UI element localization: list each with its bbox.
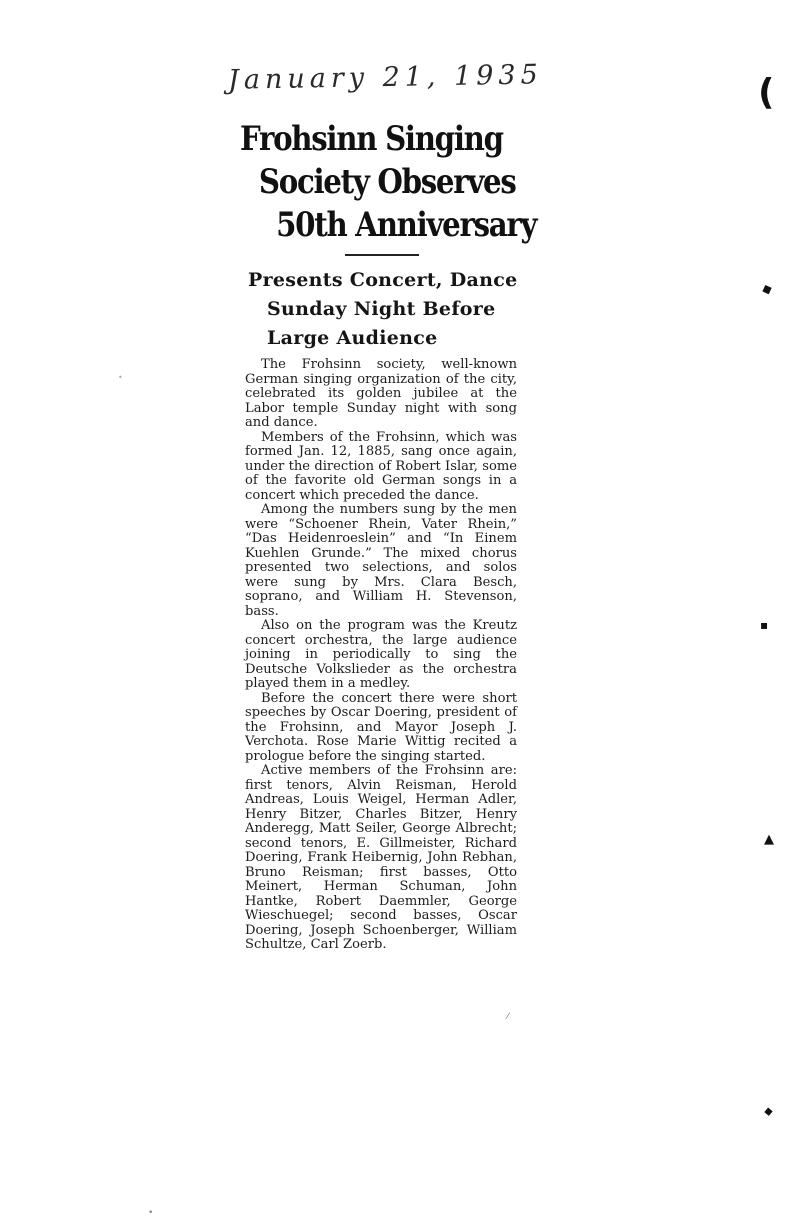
article-paragraph: Among the numbers sung by the men were “Schoener Rhein, Vater Rhein,” “Das Heidenroeslein” and “In Einem Kuehlen Grunde.” The mixed chorus presented two selections, and solos were sung by Mrs. Clara Besch, soprano, and William H. Stevenson, bass. [245, 502, 517, 619]
headline [240, 118, 537, 247]
headline-divider [345, 254, 419, 256]
scan-speck-mark: ▲ [764, 832, 774, 847]
scan-speck-mark: ◆ [759, 280, 775, 299]
scan-speck-mark: ▪ [760, 618, 769, 632]
subheadline-line-3: Large Audience [267, 327, 438, 349]
subheadline-line-1: Presents Concert, Dance [248, 269, 518, 291]
scan-speck-mark: • [148, 1208, 154, 1218]
headline-line-2: Society Observes [258, 162, 516, 202]
article-paragraph: Members of the Frohsinn, which was formed Jan. 12, 1885, sang once again, under the direction of Robert Islar, some of the favorite old German songs in a concert which preceded the dance. [245, 429, 517, 503]
scan-speck-mark: ⁄ [507, 1012, 509, 1022]
margin-paren-mark: ( [758, 72, 775, 113]
article-paragraph: Active members of the Frohsinn are: first tenors, Alvin Reisman, Herold Andreas, Louis Weigel, Herman Adler, Henry Bitzer, Charles Bitzer, Henry Anderegg, Matt Seiler, George Albrecht; second tenors, E. Gillmeister, Richard Doering, Frank Heibernig, John Rebhan, Bruno Reisman; first basses, Otto Meinert, Herman Schuman, John Hantke, Robert Daemmler, George Wieschuegel; second basses, Oscar Doering, Joseph Schoenberger, William Schultze, Carl Zoerb. [245, 763, 517, 952]
article-paragraph: Also on the program was the Kreutz concert orchestra, the large audience joining in periodically to sing the Deutsche Volkslieder as the orchestra played them in a medley. [245, 618, 517, 691]
headline-line-3: 50th Anniversary [276, 205, 537, 245]
article-paragraph: Before the concert there were short speeches by Oscar Doering, president of the Frohsinn, and Mayor Joseph J. Verchota. Rose Marie Wittig recited a prologue before the singing started. [245, 690, 517, 764]
headline-line-1: Frohsinn Singing [240, 119, 503, 159]
scan-speck-mark: • [118, 373, 123, 382]
scan-speck-mark: ▪ [761, 1103, 777, 1119]
article-body [245, 358, 517, 953]
handwritten-date: January 21, 1935 [227, 59, 544, 96]
subheadline-line-2: Sunday Night Before [267, 298, 496, 320]
subheadline [248, 266, 548, 353]
article-paragraph: The Frohsinn society, well-known German singing organization of the city, celebrated its golden jubilee at the Labor temple Sunday night with song and dance. [245, 357, 517, 430]
